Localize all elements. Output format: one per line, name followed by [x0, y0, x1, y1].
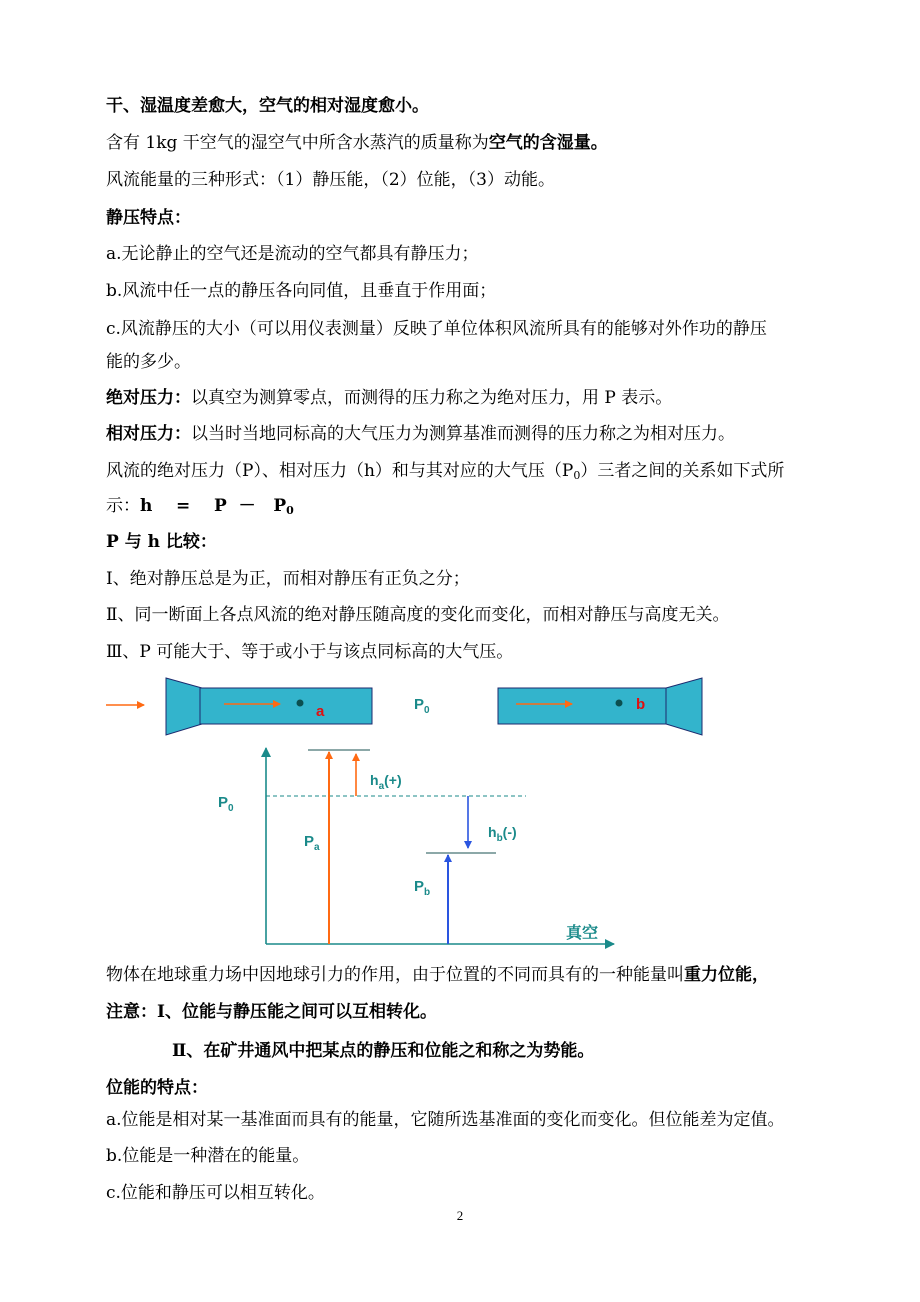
p0-axis-sub: 0: [228, 803, 234, 814]
text-line-22: b.位能是一种潜在的能量。: [106, 1146, 310, 1166]
text-line-15: Ⅱ、同一断面上各点风流的绝对静压随高度的变化而变化，而相对静压与高度无关。: [106, 605, 730, 625]
point-b-dot: [616, 700, 623, 707]
point-a-dot: [297, 700, 304, 707]
text-line-10: [106, 422, 735, 446]
ha-suffix: (+): [384, 772, 402, 788]
text-line-2-part1: 含有 1kg 干空气的湿空气中所含水蒸汽的质量称为: [106, 133, 489, 153]
text-line-2-emphasis: 空气的含湿量。: [488, 133, 608, 153]
p0-top-sub: 0: [424, 705, 430, 716]
pressure-diagram: [96, 668, 646, 958]
pa-text: P: [304, 833, 315, 850]
subscript-0: 0: [573, 469, 581, 482]
text-line-17: [106, 963, 769, 987]
p0-axis-text: P: [218, 794, 229, 811]
text-line-9: [106, 386, 672, 410]
ha-label: [370, 772, 402, 792]
text-line-7: c.风流静压的大小（可以用仪表测量）反映了单位体积风流所具有的能够对外作功的静压: [106, 319, 767, 339]
pa-sub: a: [314, 842, 320, 853]
hb-sub: b: [496, 833, 503, 844]
text-line-12: [106, 494, 294, 523]
duct-b-outlet: [666, 678, 702, 735]
page-number: 2: [456, 1208, 464, 1223]
duct-a-inlet: [166, 678, 202, 735]
text-line-21: a.位能是相对某一基准面而具有的能量，它随所选基准面的变化而变化。但位能差为定值。: [106, 1110, 785, 1130]
text-line-8: 能的多少。: [106, 352, 191, 372]
formula: h = P － P: [140, 496, 287, 516]
text-line-16: Ⅲ、P 可能大于、等于或小于与该点同标高的大气压。: [106, 642, 514, 662]
text-line-14: Ⅰ、绝对静压总是为正，而相对静压有正负之分；: [106, 569, 470, 589]
formula-subscript: 0: [286, 504, 294, 517]
section-heading-compare: P 与 h 比较：: [106, 532, 217, 552]
text-line-11-part1: 风流的绝对压力（P）、相对压力（h）和与其对应的大气压（P: [106, 461, 574, 481]
pb-text: P: [414, 878, 425, 895]
text-line-17-part1: 物体在地球重力场中因地球引力的作用，由于位置的不同而具有的一种能量叫: [106, 965, 684, 985]
hb-suffix: (-): [502, 824, 517, 840]
text-line-6: b.风流中任一点的静压各向同值，且垂直于作用面；: [106, 281, 497, 301]
pb-sub: b: [424, 887, 431, 898]
text-line-12-prefix: 示：: [106, 496, 140, 516]
term-absolute-pressure: 绝对压力：: [106, 388, 191, 408]
section-heading-static-pressure: 静压特点：: [106, 208, 191, 228]
section-heading-potential: 位能的特点：: [106, 1078, 208, 1098]
pa-label: [304, 833, 320, 853]
text-line-23: c.位能和静压可以相互转化。: [106, 1183, 325, 1203]
pb-label: [414, 878, 430, 898]
point-b-label: b: [636, 696, 646, 713]
definition-relative-pressure: 以当时当地同标高的大气压力为测算基准而测得的压力称之为相对压力。: [191, 424, 735, 444]
ha-text: h: [370, 772, 379, 788]
hb-text: h: [488, 824, 497, 840]
point-a-label: a: [316, 703, 325, 720]
term-relative-pressure: 相对压力：: [106, 424, 191, 444]
hb-label: [488, 824, 517, 844]
term-gravity-potential-energy: 重力位能，: [684, 965, 769, 985]
note-line-2: Ⅱ、在矿井通风中把某点的静压和位能之和称之为势能。: [172, 1041, 595, 1061]
text-line-1: 干、湿温度差愈大，空气的相对湿度愈小。: [106, 96, 429, 116]
p0-top-text: P: [414, 696, 425, 713]
atmospheric-pressure-label: [414, 696, 430, 716]
ha-sub: a: [378, 781, 385, 792]
text-line-11-part2: ）三者之间的关系如下式所: [580, 461, 785, 481]
definition-absolute-pressure: 以真空为测算零点，而测得的压力称之为绝对压力，用 P 表示。: [191, 388, 673, 408]
text-line-11: [106, 459, 784, 488]
duct-a-body: [200, 688, 372, 724]
text-line-5: a.无论静止的空气还是流动的空气都具有静压力；: [106, 244, 479, 264]
p0-axis-label: [218, 794, 234, 814]
note-line-1: 注意：Ⅰ、位能与静压能之间可以互相转化。: [106, 1002, 437, 1022]
text-line-2: [106, 131, 608, 155]
text-line-3: 风流能量的三种形式：（1）静压能，（2）位能，（3）动能。: [106, 170, 555, 190]
vacuum-label: 真空: [566, 923, 599, 942]
